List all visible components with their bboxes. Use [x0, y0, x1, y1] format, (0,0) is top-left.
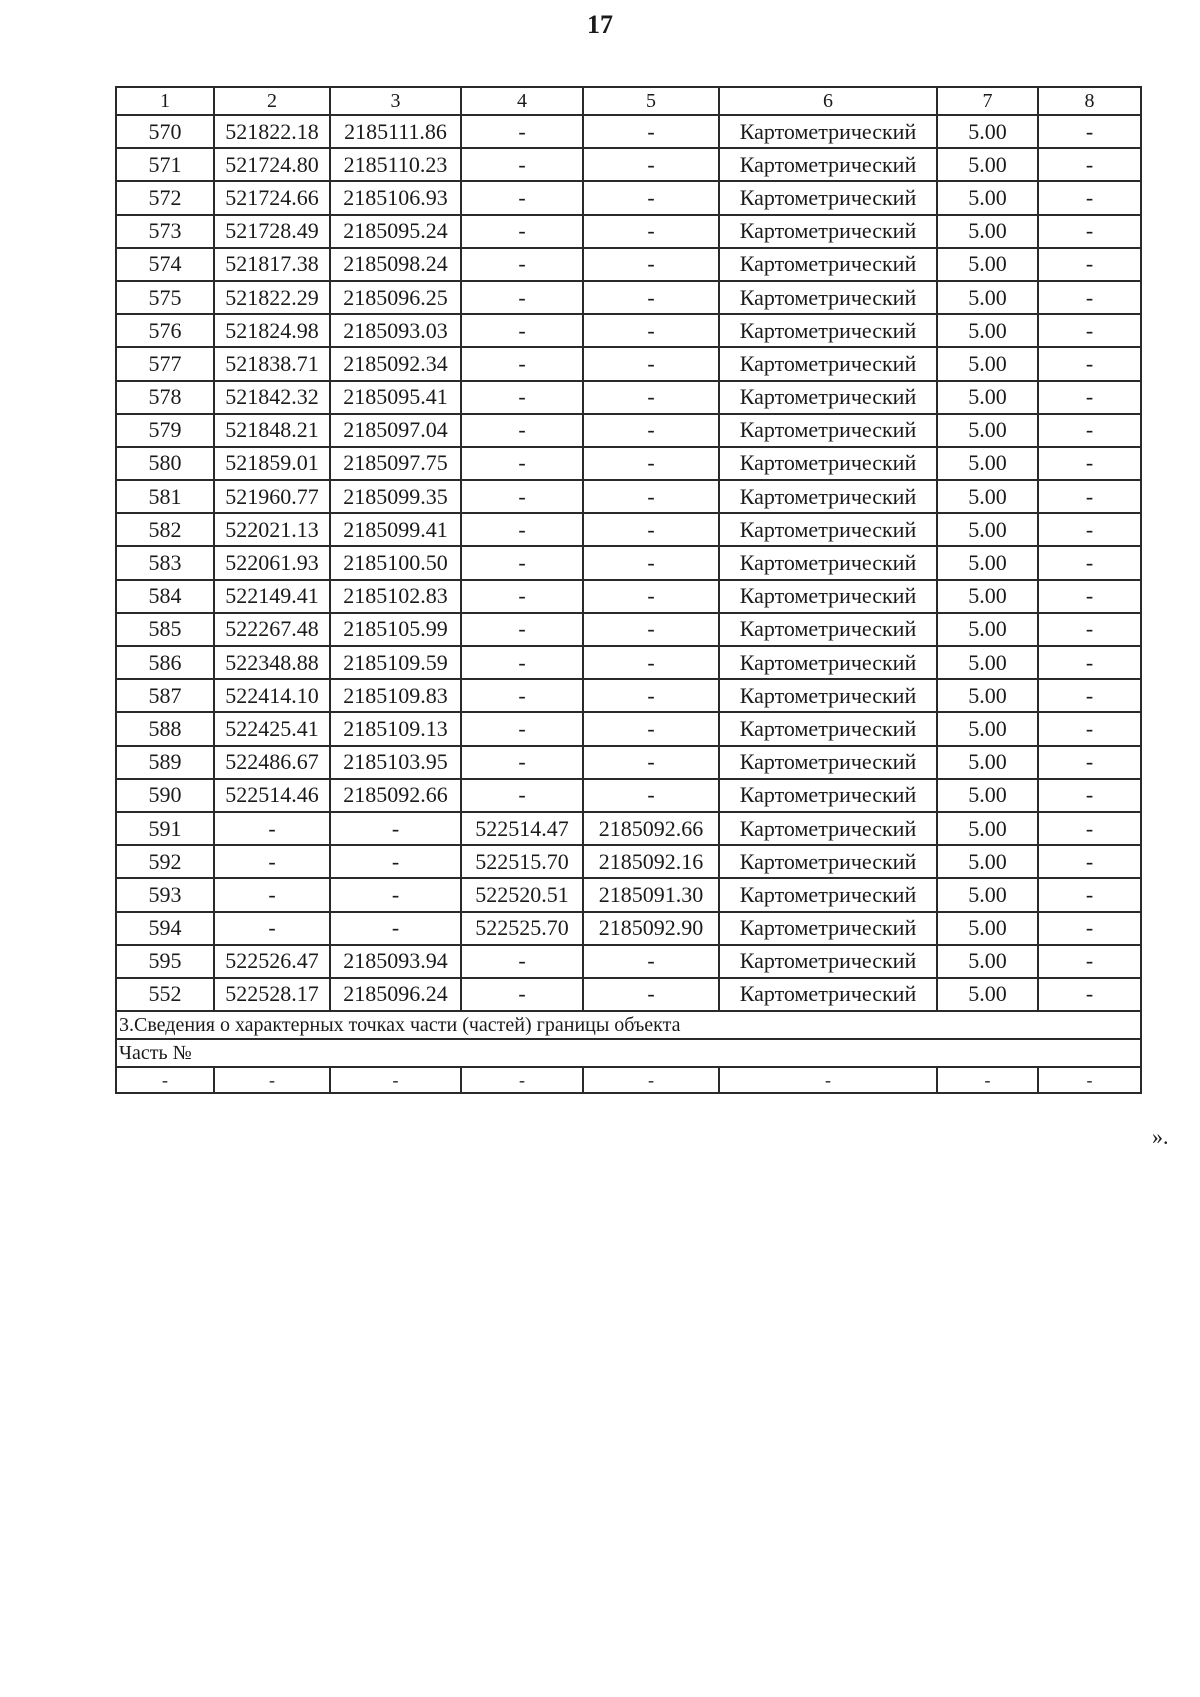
table-row: [116, 679, 1141, 712]
accuracy-cell: 5.00: [937, 580, 1038, 613]
table-row: [116, 945, 1141, 978]
y-coordinate-cell: 2185097.75: [330, 447, 461, 480]
point-number-cell: 577: [116, 347, 214, 380]
x-coordinate-cell: 521960.77: [214, 480, 330, 513]
x-coordinate-cell: 522528.17: [214, 978, 330, 1011]
accuracy-cell: 5.00: [937, 215, 1038, 248]
description-cell: -: [1038, 381, 1141, 414]
empty-cell: -: [330, 1067, 461, 1093]
new-y-coordinate-cell: -: [583, 414, 719, 447]
method-cell: Картометрический: [719, 912, 937, 945]
method-cell: Картометрический: [719, 945, 937, 978]
method-cell: Картометрический: [719, 381, 937, 414]
new-x-coordinate-cell: -: [461, 281, 583, 314]
table-row: [116, 812, 1141, 845]
point-number-cell: 578: [116, 381, 214, 414]
point-number-cell: 584: [116, 580, 214, 613]
accuracy-cell: 5.00: [937, 978, 1038, 1011]
section-title-row: [116, 1011, 1141, 1039]
description-cell: -: [1038, 912, 1141, 945]
x-coordinate-cell: 521824.98: [214, 314, 330, 347]
table-row: [116, 746, 1141, 779]
description-cell: -: [1038, 779, 1141, 812]
column-header: 6: [719, 87, 937, 115]
new-x-coordinate-cell: -: [461, 414, 583, 447]
point-number-cell: 594: [116, 912, 214, 945]
table-row: [116, 978, 1141, 1011]
point-number-cell: 570: [116, 115, 214, 148]
new-x-coordinate-cell: -: [461, 115, 583, 148]
table-row: [116, 878, 1141, 911]
new-x-coordinate-cell: -: [461, 712, 583, 745]
table-row: [116, 779, 1141, 812]
point-number-cell: 587: [116, 679, 214, 712]
x-coordinate-cell: 521822.18: [214, 115, 330, 148]
accuracy-cell: 5.00: [937, 248, 1038, 281]
y-coordinate-cell: 2185111.86: [330, 115, 461, 148]
new-y-coordinate-cell: -: [583, 945, 719, 978]
y-coordinate-cell: 2185105.99: [330, 613, 461, 646]
point-number-cell: 583: [116, 546, 214, 579]
new-y-coordinate-cell: -: [583, 646, 719, 679]
accuracy-cell: 5.00: [937, 281, 1038, 314]
description-cell: -: [1038, 845, 1141, 878]
table-row: [116, 912, 1141, 945]
empty-cell: -: [461, 1067, 583, 1093]
y-coordinate-cell: 2185095.41: [330, 381, 461, 414]
new-y-coordinate-cell: 2185092.66: [583, 812, 719, 845]
x-coordinate-cell: 522486.67: [214, 746, 330, 779]
description-cell: -: [1038, 580, 1141, 613]
new-y-coordinate-cell: 2185092.90: [583, 912, 719, 945]
point-number-cell: 575: [116, 281, 214, 314]
point-number-cell: 572: [116, 181, 214, 214]
description-cell: -: [1038, 148, 1141, 181]
new-y-coordinate-cell: -: [583, 746, 719, 779]
column-header: 1: [116, 87, 214, 115]
method-cell: Картометрический: [719, 878, 937, 911]
new-y-coordinate-cell: -: [583, 480, 719, 513]
y-coordinate-cell: 2185096.24: [330, 978, 461, 1011]
empty-cell: -: [214, 1067, 330, 1093]
x-coordinate-cell: 522149.41: [214, 580, 330, 613]
point-number-cell: 581: [116, 480, 214, 513]
column-number-row: [116, 87, 1141, 115]
x-coordinate-cell: 522348.88: [214, 646, 330, 679]
table-row: [116, 712, 1141, 745]
point-number-cell: 576: [116, 314, 214, 347]
method-cell: Картометрический: [719, 746, 937, 779]
part-label: Часть №: [116, 1039, 1141, 1067]
method-cell: Картометрический: [719, 414, 937, 447]
y-coordinate-cell: -: [330, 912, 461, 945]
accuracy-cell: 5.00: [937, 878, 1038, 911]
new-x-coordinate-cell: 522515.70: [461, 845, 583, 878]
y-coordinate-cell: -: [330, 845, 461, 878]
new-x-coordinate-cell: -: [461, 248, 583, 281]
new-y-coordinate-cell: -: [583, 215, 719, 248]
new-x-coordinate-cell: 522514.47: [461, 812, 583, 845]
method-cell: Картометрический: [719, 580, 937, 613]
y-coordinate-cell: 2185098.24: [330, 248, 461, 281]
y-coordinate-cell: -: [330, 878, 461, 911]
table-row: [116, 381, 1141, 414]
new-y-coordinate-cell: -: [583, 148, 719, 181]
point-number-cell: 552: [116, 978, 214, 1011]
new-y-coordinate-cell: -: [583, 978, 719, 1011]
new-y-coordinate-cell: -: [583, 712, 719, 745]
y-coordinate-cell: 2185099.35: [330, 480, 461, 513]
new-x-coordinate-cell: -: [461, 945, 583, 978]
method-cell: Картометрический: [719, 281, 937, 314]
description-cell: -: [1038, 812, 1141, 845]
empty-data-row: [116, 1067, 1141, 1093]
new-y-coordinate-cell: -: [583, 381, 719, 414]
column-header: 2: [214, 87, 330, 115]
description-cell: -: [1038, 945, 1141, 978]
accuracy-cell: 5.00: [937, 779, 1038, 812]
description-cell: -: [1038, 513, 1141, 546]
new-x-coordinate-cell: -: [461, 978, 583, 1011]
new-x-coordinate-cell: -: [461, 646, 583, 679]
method-cell: Картометрический: [719, 115, 937, 148]
method-cell: Картометрический: [719, 181, 937, 214]
empty-cell: -: [1038, 1067, 1141, 1093]
y-coordinate-cell: 2185110.23: [330, 148, 461, 181]
accuracy-cell: 5.00: [937, 812, 1038, 845]
table-row: [116, 447, 1141, 480]
new-y-coordinate-cell: 2185092.16: [583, 845, 719, 878]
y-coordinate-cell: -: [330, 812, 461, 845]
method-cell: Картометрический: [719, 148, 937, 181]
x-coordinate-cell: 521817.38: [214, 248, 330, 281]
method-cell: Картометрический: [719, 978, 937, 1011]
accuracy-cell: 5.00: [937, 613, 1038, 646]
table-row: [116, 281, 1141, 314]
x-coordinate-cell: -: [214, 812, 330, 845]
table-row: [116, 148, 1141, 181]
accuracy-cell: 5.00: [937, 148, 1038, 181]
new-x-coordinate-cell: -: [461, 148, 583, 181]
table-row: [116, 248, 1141, 281]
description-cell: -: [1038, 314, 1141, 347]
accuracy-cell: 5.00: [937, 347, 1038, 380]
x-coordinate-cell: 521848.21: [214, 414, 330, 447]
method-cell: Картометрический: [719, 347, 937, 380]
new-y-coordinate-cell: -: [583, 115, 719, 148]
method-cell: Картометрический: [719, 712, 937, 745]
method-cell: Картометрический: [719, 679, 937, 712]
y-coordinate-cell: 2185095.24: [330, 215, 461, 248]
description-cell: -: [1038, 248, 1141, 281]
accuracy-cell: 5.00: [937, 646, 1038, 679]
x-coordinate-cell: 522061.93: [214, 546, 330, 579]
new-x-coordinate-cell: -: [461, 480, 583, 513]
column-header: 3: [330, 87, 461, 115]
description-cell: -: [1038, 878, 1141, 911]
y-coordinate-cell: 2185097.04: [330, 414, 461, 447]
method-cell: Картометрический: [719, 812, 937, 845]
y-coordinate-cell: 2185100.50: [330, 546, 461, 579]
point-number-cell: 589: [116, 746, 214, 779]
method-cell: Картометрический: [719, 546, 937, 579]
description-cell: -: [1038, 978, 1141, 1011]
description-cell: -: [1038, 115, 1141, 148]
accuracy-cell: 5.00: [937, 513, 1038, 546]
point-number-cell: 590: [116, 779, 214, 812]
description-cell: -: [1038, 546, 1141, 579]
table-row: [116, 480, 1141, 513]
coordinates-table-body: [116, 115, 1141, 1011]
table-row: [116, 613, 1141, 646]
empty-cell: -: [583, 1067, 719, 1093]
point-number-cell: 593: [116, 878, 214, 911]
y-coordinate-cell: 2185096.25: [330, 281, 461, 314]
accuracy-cell: 5.00: [937, 181, 1038, 214]
empty-cell: -: [937, 1067, 1038, 1093]
x-coordinate-cell: 522267.48: [214, 613, 330, 646]
new-x-coordinate-cell: -: [461, 679, 583, 712]
accuracy-cell: 5.00: [937, 746, 1038, 779]
new-x-coordinate-cell: -: [461, 347, 583, 380]
new-x-coordinate-cell: -: [461, 447, 583, 480]
description-cell: -: [1038, 215, 1141, 248]
description-cell: -: [1038, 414, 1141, 447]
new-y-coordinate-cell: -: [583, 580, 719, 613]
method-cell: Картометрический: [719, 779, 937, 812]
accuracy-cell: 5.00: [937, 480, 1038, 513]
method-cell: Картометрический: [719, 646, 937, 679]
description-cell: -: [1038, 746, 1141, 779]
new-x-coordinate-cell: -: [461, 513, 583, 546]
description-cell: -: [1038, 613, 1141, 646]
new-y-coordinate-cell: -: [583, 314, 719, 347]
new-x-coordinate-cell: -: [461, 381, 583, 414]
new-x-coordinate-cell: -: [461, 746, 583, 779]
new-y-coordinate-cell: -: [583, 347, 719, 380]
table-row: [116, 347, 1141, 380]
accuracy-cell: 5.00: [937, 381, 1038, 414]
method-cell: Картометрический: [719, 513, 937, 546]
point-number-cell: 573: [116, 215, 214, 248]
description-cell: -: [1038, 712, 1141, 745]
point-number-cell: 585: [116, 613, 214, 646]
column-header: 4: [461, 87, 583, 115]
empty-cell: -: [719, 1067, 937, 1093]
new-x-coordinate-cell: -: [461, 181, 583, 214]
accuracy-cell: 5.00: [937, 447, 1038, 480]
closing-quote-mark: ».: [1152, 1124, 1169, 1149]
new-y-coordinate-cell: -: [583, 447, 719, 480]
x-coordinate-cell: 522526.47: [214, 945, 330, 978]
description-cell: -: [1038, 181, 1141, 214]
empty-cell: -: [116, 1067, 214, 1093]
table-row: [116, 646, 1141, 679]
new-y-coordinate-cell: -: [583, 513, 719, 546]
description-cell: -: [1038, 480, 1141, 513]
description-cell: -: [1038, 646, 1141, 679]
column-header: 7: [937, 87, 1038, 115]
point-number-cell: 574: [116, 248, 214, 281]
new-x-coordinate-cell: -: [461, 613, 583, 646]
x-coordinate-cell: -: [214, 845, 330, 878]
column-header: 8: [1038, 87, 1141, 115]
new-x-coordinate-cell: 522520.51: [461, 878, 583, 911]
y-coordinate-cell: 2185109.13: [330, 712, 461, 745]
accuracy-cell: 5.00: [937, 712, 1038, 745]
new-x-coordinate-cell: -: [461, 580, 583, 613]
new-y-coordinate-cell: -: [583, 281, 719, 314]
table-row: [116, 845, 1141, 878]
y-coordinate-cell: 2185103.95: [330, 746, 461, 779]
method-cell: Картометрический: [719, 480, 937, 513]
x-coordinate-cell: 522021.13: [214, 513, 330, 546]
point-number-cell: 571: [116, 148, 214, 181]
accuracy-cell: 5.00: [937, 414, 1038, 447]
method-cell: Картометрический: [719, 248, 937, 281]
new-y-coordinate-cell: -: [583, 546, 719, 579]
coordinates-table: [115, 86, 1142, 1094]
part-label-row: [116, 1039, 1141, 1067]
point-number-cell: 582: [116, 513, 214, 546]
y-coordinate-cell: 2185093.94: [330, 945, 461, 978]
accuracy-cell: 5.00: [937, 845, 1038, 878]
method-cell: Картометрический: [719, 447, 937, 480]
method-cell: Картометрический: [719, 845, 937, 878]
new-x-coordinate-cell: 522525.70: [461, 912, 583, 945]
table-row: [116, 181, 1141, 214]
point-number-cell: 586: [116, 646, 214, 679]
x-coordinate-cell: 522514.46: [214, 779, 330, 812]
new-y-coordinate-cell: -: [583, 679, 719, 712]
point-number-cell: 579: [116, 414, 214, 447]
accuracy-cell: 5.00: [937, 912, 1038, 945]
x-coordinate-cell: 522425.41: [214, 712, 330, 745]
accuracy-cell: 5.00: [937, 314, 1038, 347]
x-coordinate-cell: 521724.80: [214, 148, 330, 181]
point-number-cell: 592: [116, 845, 214, 878]
y-coordinate-cell: 2185099.41: [330, 513, 461, 546]
table-row: [116, 314, 1141, 347]
description-cell: -: [1038, 281, 1141, 314]
x-coordinate-cell: 521838.71: [214, 347, 330, 380]
point-number-cell: 595: [116, 945, 214, 978]
x-coordinate-cell: 521842.32: [214, 381, 330, 414]
y-coordinate-cell: 2185102.83: [330, 580, 461, 613]
x-coordinate-cell: 521728.49: [214, 215, 330, 248]
new-y-coordinate-cell: -: [583, 248, 719, 281]
y-coordinate-cell: 2185092.34: [330, 347, 461, 380]
page-number: 17: [587, 10, 613, 39]
new-x-coordinate-cell: -: [461, 546, 583, 579]
new-x-coordinate-cell: -: [461, 215, 583, 248]
table-row: [116, 215, 1141, 248]
y-coordinate-cell: 2185093.03: [330, 314, 461, 347]
method-cell: Картометрический: [719, 613, 937, 646]
accuracy-cell: 5.00: [937, 945, 1038, 978]
description-cell: -: [1038, 447, 1141, 480]
table-row: [116, 513, 1141, 546]
table-row: [116, 115, 1141, 148]
new-y-coordinate-cell: -: [583, 779, 719, 812]
point-number-cell: 591: [116, 812, 214, 845]
column-header: 5: [583, 87, 719, 115]
section-title: 3.Сведения о характерных точках части (частей) границы объекта: [116, 1011, 1141, 1039]
y-coordinate-cell: 2185109.59: [330, 646, 461, 679]
table-row: [116, 580, 1141, 613]
y-coordinate-cell: 2185109.83: [330, 679, 461, 712]
y-coordinate-cell: 2185092.66: [330, 779, 461, 812]
new-y-coordinate-cell: -: [583, 613, 719, 646]
x-coordinate-cell: 521724.66: [214, 181, 330, 214]
new-y-coordinate-cell: -: [583, 181, 719, 214]
accuracy-cell: 5.00: [937, 115, 1038, 148]
table-row: [116, 414, 1141, 447]
x-coordinate-cell: -: [214, 878, 330, 911]
new-x-coordinate-cell: -: [461, 779, 583, 812]
x-coordinate-cell: 522414.10: [214, 679, 330, 712]
new-x-coordinate-cell: -: [461, 314, 583, 347]
description-cell: -: [1038, 347, 1141, 380]
y-coordinate-cell: 2185106.93: [330, 181, 461, 214]
new-y-coordinate-cell: 2185091.30: [583, 878, 719, 911]
point-number-cell: 580: [116, 447, 214, 480]
table-row: [116, 546, 1141, 579]
description-cell: -: [1038, 679, 1141, 712]
x-coordinate-cell: 521822.29: [214, 281, 330, 314]
x-coordinate-cell: -: [214, 912, 330, 945]
method-cell: Картометрический: [719, 314, 937, 347]
accuracy-cell: 5.00: [937, 679, 1038, 712]
method-cell: Картометрический: [719, 215, 937, 248]
accuracy-cell: 5.00: [937, 546, 1038, 579]
x-coordinate-cell: 521859.01: [214, 447, 330, 480]
point-number-cell: 588: [116, 712, 214, 745]
